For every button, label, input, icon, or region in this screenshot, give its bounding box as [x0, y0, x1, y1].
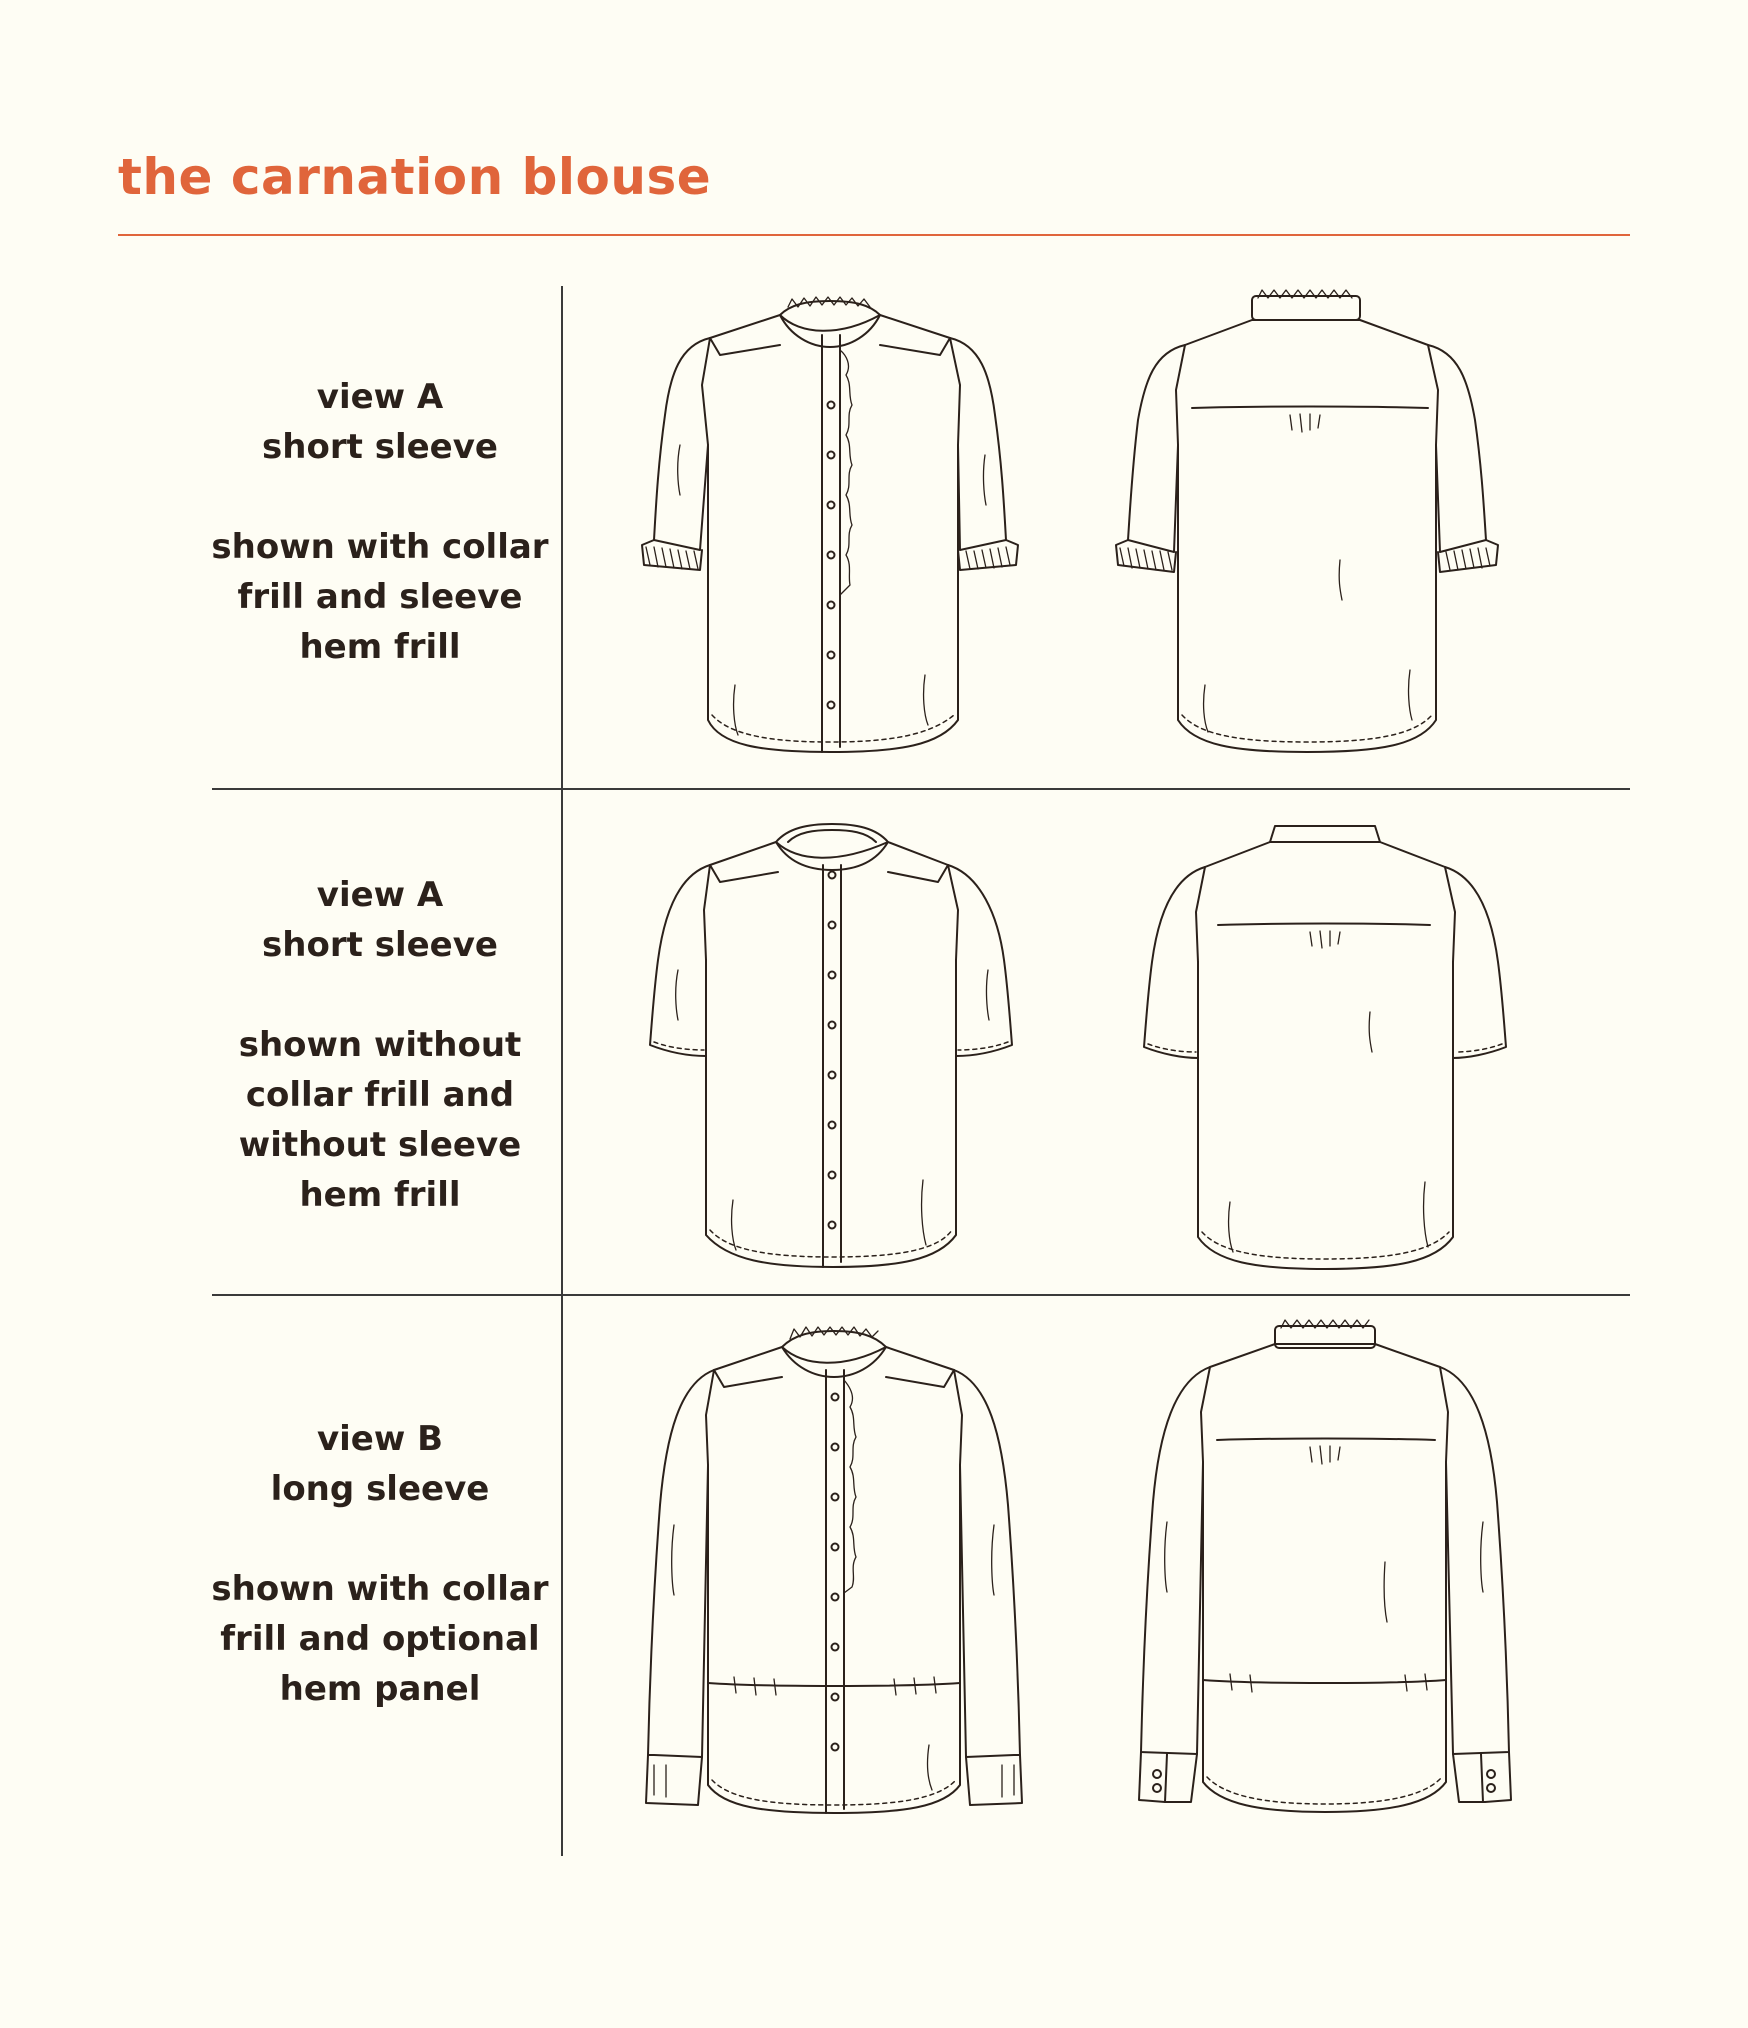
row-divider-1 [212, 788, 1630, 790]
view-sleeve-type: long sleeve [270, 1469, 490, 1509]
view-description-line: hem panel [279, 1669, 481, 1709]
page-title: the carnation blouse [118, 148, 712, 206]
view-label-row-3 [210, 1414, 550, 1714]
view-description-line: shown with collar [211, 527, 549, 567]
view-title: view A [316, 875, 444, 915]
blouse-back-view-b [1135, 1322, 1513, 1837]
view-title: view B [316, 1419, 444, 1459]
view-description-line: shown with collar [211, 1569, 549, 1609]
view-description-line: collar frill and [245, 1075, 515, 1115]
row-divider-2 [212, 1294, 1630, 1296]
column-divider [561, 286, 563, 1856]
view-description-line: frill and optional [220, 1619, 540, 1659]
view-description-line: hem frill [299, 1175, 461, 1215]
view-label-row-2 [210, 870, 550, 1220]
view-description-line: shown without [238, 1025, 522, 1065]
blouse-back-view-a-frill [1110, 290, 1505, 760]
view-label-row-1 [210, 372, 550, 672]
blouse-front-view-b [644, 1325, 1024, 1835]
view-description-line: hem frill [299, 627, 461, 667]
blouse-front-view-a-frill [640, 295, 1020, 765]
view-title: view A [316, 377, 444, 417]
view-sleeve-type: short sleeve [262, 925, 498, 965]
view-sleeve-type: short sleeve [262, 427, 498, 467]
blouse-back-view-a-plain [1140, 822, 1510, 1277]
view-description-line: without sleeve [238, 1125, 522, 1165]
blouse-front-view-a-plain [648, 820, 1018, 1275]
view-description-line: frill and sleeve [237, 577, 523, 617]
title-divider [118, 234, 1630, 236]
